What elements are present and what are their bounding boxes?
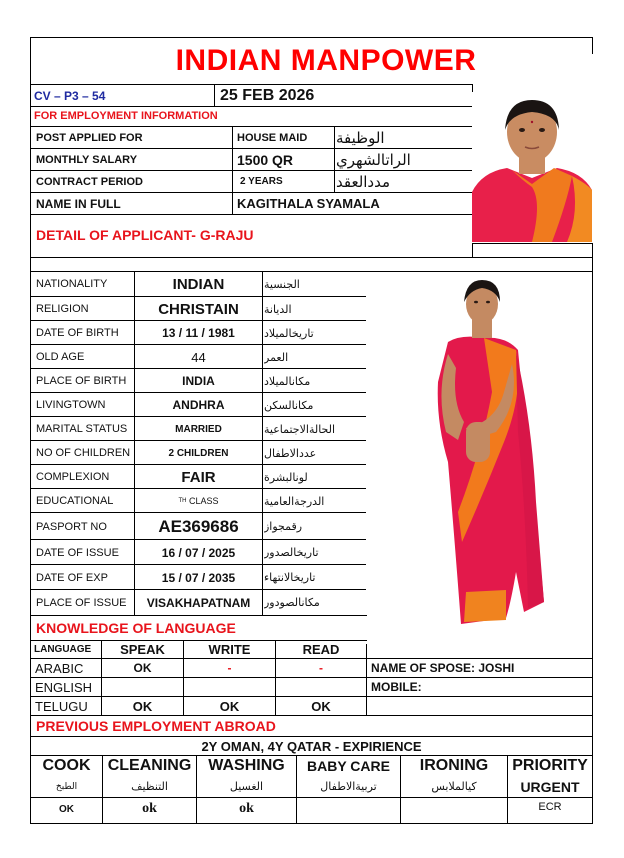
frame-bottom [30, 823, 593, 824]
value-date-of-issue: 16 / 07 / 2025 [161, 545, 236, 560]
arabic-complexion: لونالبشرة [264, 470, 308, 484]
value-name-in-full: KAGITHALA SYAMALA [237, 196, 380, 211]
arabic-contract-period: مددالعقد [336, 172, 391, 191]
value-place-of-birth: INDIA [182, 374, 215, 388]
value-livingtown: ANDHRA [172, 398, 225, 412]
value-pasport-no: AE369686 [158, 516, 239, 536]
lang-arabic-speak: OK [133, 661, 152, 675]
arabic-educational: الدرجةالعامية [264, 494, 325, 508]
value-old-age: 44 [191, 349, 206, 365]
lang-header-speak: SPEAK [120, 642, 165, 657]
portrait-image-icon [472, 92, 592, 242]
applicant-section-label: DETAIL OF APPLICANT- G-RAJU [36, 227, 254, 243]
lang-english-speak [102, 678, 183, 696]
label-date-of-issue: DATE OF ISSUE [36, 546, 119, 559]
frame-right-top [592, 37, 593, 54]
spouse-mobile: MOBILE: [371, 680, 422, 694]
value-date-of-birth: 13 / 11 / 1981 [162, 326, 235, 340]
skill-arabic-ironing: كيالملابس [431, 780, 477, 793]
skill-value-ironing [401, 798, 507, 820]
value-contract-period: 2 YEARS [240, 176, 283, 187]
lang-telugu-write: OK [219, 698, 240, 714]
previous-employment-label: PREVIOUS EMPLOYMENT ABROAD [36, 718, 276, 734]
full-length-image-icon [366, 272, 592, 644]
value-marital-status: MARRIED [175, 423, 222, 435]
value-educational: TH CLASS [178, 496, 219, 506]
skill-value-baby-care [297, 798, 400, 820]
label-educational: EDUCATIONAL [36, 495, 114, 507]
skill-header-priority: PRIORITY [512, 757, 588, 774]
lang-telugu: TELUGU [35, 698, 88, 714]
lang-arabic-read: - [319, 661, 323, 675]
skill-value-cleaning: ok [142, 801, 157, 816]
label-name-in-full: NAME IN FULL [36, 196, 121, 211]
lang-header-read: READ [302, 642, 340, 657]
frame-top [30, 37, 593, 38]
skill-header-baby-care: BABY CARE [307, 758, 390, 774]
skill-arabic-cook: الطبخ [55, 781, 78, 792]
label-livingtown: LIVINGTOWN [36, 399, 106, 411]
skill-value-washing: ok [239, 801, 254, 816]
skill-value-cook: OK [59, 803, 74, 815]
label-monthly-salary: MONTHLY SALARY [36, 153, 138, 166]
applicant-full-photo [366, 272, 592, 644]
employment-section-label: FOR EMPLOYMENT INFORMATION [34, 110, 218, 122]
label-place-of-birth: PLACE OF BIRTH [36, 375, 127, 387]
cv-number: CV – P3 – 54 [34, 88, 106, 103]
divider [232, 126, 233, 215]
cv-date: 25 FEB 2026 [220, 86, 315, 104]
value-date-of-exp: 15 / 07 / 2035 [161, 570, 236, 585]
label-date-of-exp: DATE OF EXP [36, 571, 108, 584]
label-no-of-children: NO OF CHILDREN [36, 447, 131, 459]
lang-english-read [276, 678, 366, 696]
skill-header-cleaning: CLEANING [107, 757, 192, 774]
arabic-post-applied: الوظيفة [336, 128, 385, 147]
value-religion: CHRISTAIN [158, 300, 239, 318]
arabic-nationality: الجنسية [264, 277, 300, 291]
value-nationality: INDIAN [172, 275, 225, 293]
arabic-religion: الديانة [264, 302, 292, 316]
label-complexion: COMPLEXION [36, 471, 110, 483]
divider [30, 257, 593, 258]
value-no-of-children: 2 CHILDREN [168, 447, 229, 459]
company-title: INDIAN MANPOWER [175, 44, 477, 77]
arabic-marital-status: الحالةالاجتماعية [264, 422, 336, 436]
arabic-livingtown: مكانالسكن [264, 398, 314, 412]
skill-header-washing: WASHING [208, 757, 285, 774]
label-post-applied: POST APPLIED FOR [36, 131, 143, 144]
spouse-name: NAME OF SPOSE: JOSHI [371, 661, 515, 675]
label-date-of-birth: DATE OF BIRTH [36, 327, 119, 339]
divider [214, 84, 215, 107]
divider [472, 243, 473, 257]
arabic-date-of-issue: تاريخالصدور [264, 546, 319, 559]
ecr-status: ECR [538, 801, 562, 813]
divider [30, 214, 472, 215]
arabic-place-of-birth: مكانالميلاد [264, 374, 311, 388]
label-marital-status: MARITAL STATUS [36, 423, 128, 435]
value-place-of-issue: VISAKHAPATNAM [146, 595, 251, 610]
lang-header-write: WRITE [208, 642, 251, 657]
skill-header-cook: COOK [42, 757, 91, 774]
arabic-monthly-salary: الراتالشهري [336, 150, 411, 169]
value-monthly-salary: 1500 QR [237, 151, 294, 168]
divider [334, 126, 335, 193]
skill-arabic-baby-care: تربيةالاطفال [320, 780, 377, 793]
arabic-old-age: العمر [264, 350, 289, 364]
priority-value: URGENT [520, 778, 580, 795]
frame-left [30, 37, 31, 824]
value-complexion: FAIR [181, 468, 216, 486]
skill-arabic-cleaning: التنظيف [131, 780, 168, 793]
skill-arabic-washing: الغسيل [229, 780, 264, 793]
skill-header-ironing: IRONING [419, 757, 489, 774]
lang-english: ENGLISH [35, 679, 93, 695]
ordinal-suffix: TH [178, 498, 187, 504]
lang-arabic: ARABIC [35, 660, 84, 676]
value-post-applied: HOUSE MAID [237, 131, 308, 144]
label-pasport-no: PASPORT NO [36, 520, 107, 533]
divider [30, 615, 367, 616]
label-nationality: NATIONALITY [36, 278, 108, 290]
label-contract-period: CONTRACT PERIOD [36, 175, 143, 188]
arabic-no-of-children: عددالاطفال [264, 446, 317, 460]
lang-telugu-read: OK [311, 698, 331, 714]
label-religion: RELIGION [36, 303, 89, 315]
arabic-place-of-issue: مكانالصودور [264, 596, 320, 609]
language-section-label: KNOWLEDGE OF LANGUAGE [36, 620, 236, 636]
arabic-date-of-birth: تاريخالميلاد [264, 326, 314, 340]
arabic-pasport-no: رقمجواز [264, 520, 303, 533]
lang-english-write [184, 678, 275, 696]
arabic-date-of-exp: تاريخالانتهاء [264, 571, 316, 584]
experience-summary: 2Y OMAN, 4Y QATAR - EXPIRIENCE [201, 738, 422, 754]
lang-telugu-speak: OK [132, 698, 153, 714]
divider [472, 243, 593, 244]
lang-header-language: LANGUAGE [34, 644, 92, 655]
lang-arabic-write: - [227, 661, 232, 675]
applicant-portrait-photo [472, 92, 592, 242]
label-place-of-issue: PLACE OF ISSUE [36, 596, 127, 609]
label-old-age: OLD AGE [36, 351, 85, 363]
